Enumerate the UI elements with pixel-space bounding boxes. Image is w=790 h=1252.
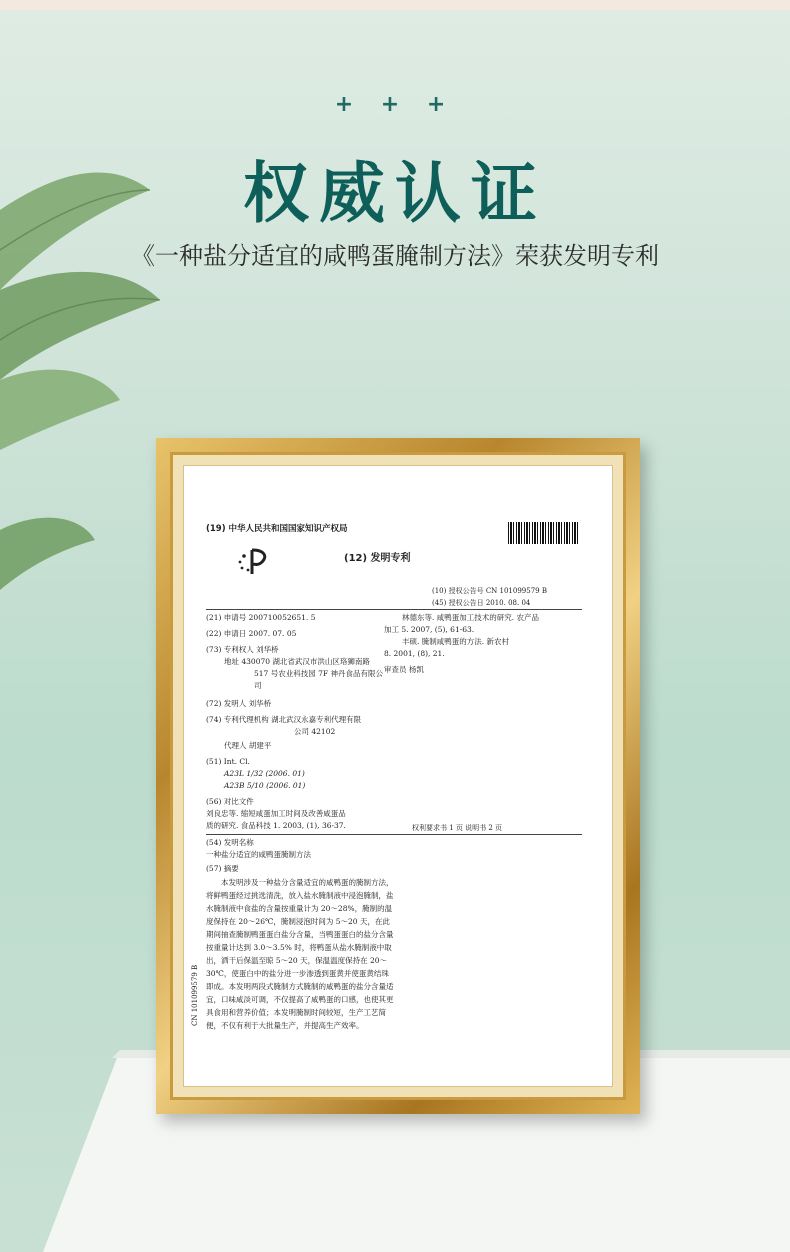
patent-office-emblem <box>236 546 276 576</box>
application-number: (21) 申请号 200710052651. 5 <box>206 613 316 622</box>
divider-middle <box>206 834 582 835</box>
patent-document <box>183 465 613 1087</box>
address-line2: 517 号农业科技园 7F 神丹食品有限公 <box>254 669 383 678</box>
agency-line2: 公司 42102 <box>294 727 336 736</box>
reference-line2: 质的研究. 食品科技 1. 2003, (1), 36-37. <box>206 821 346 830</box>
right-reference-line1: 林德东等. 咸鸭蛋加工技术的研究. 农产品 <box>402 613 540 622</box>
right-reference-line4: 8. 2001, (8), 21. <box>384 649 445 658</box>
publication-date: (45) 授权公告日 2010. 08. 04 <box>432 599 531 607</box>
top-band <box>0 0 790 10</box>
frame-mat <box>170 452 626 1100</box>
abstract-title: (57) 摘要 <box>206 864 239 873</box>
right-reference-line2: 加工 5. 2007, (5), 61-63. <box>384 625 475 634</box>
intcl-title: (51) Int. Cl. <box>206 757 250 766</box>
page-subtitle: 《一种盐分适宜的咸鸭蛋腌制方法》荣获发明专利 <box>131 242 659 270</box>
page-title: 权威认证 <box>243 155 547 232</box>
examiner: 审查员 杨凯 <box>384 665 424 674</box>
address-line3: 司 <box>254 681 262 690</box>
page-count: 权利要求书 1 页 说明书 2 页 <box>412 824 503 832</box>
authority-line: (19) 中华人民共和国国家知识产权局 <box>206 524 348 534</box>
publication-number: (10) 授权公告号 CN 101099579 B <box>432 587 547 595</box>
inventor: (72) 发明人 刘华桥 <box>206 699 272 708</box>
invention-name-title: (54) 发明名称 <box>206 838 254 847</box>
classification-2: A23B 5/10 (2006. 01) <box>224 781 306 790</box>
right-reference-line3: 丰硕. 腌制咸鸭蛋的方法. 新农村 <box>402 637 510 646</box>
invention-name: 一种盐分适宜的咸鸭蛋腌制方法 <box>206 850 311 859</box>
reference-line1: 刘良忠等. 缩短咸蛋加工时间及改善咸蛋品 <box>206 809 346 818</box>
barcode <box>508 522 578 544</box>
document-type: (12) 发明专利 <box>344 553 411 564</box>
divider-top <box>206 609 582 610</box>
address-line1: 地址 430070 湖北省武汉市洪山区珞狮南路 <box>224 657 370 666</box>
agent: 代理人 胡建平 <box>224 741 272 750</box>
plus-ornament: + + + <box>334 92 456 117</box>
patentee: (73) 专利权人 刘华桥 <box>206 645 279 654</box>
gold-picture-frame <box>156 438 640 1114</box>
classification-1: A23L 1/32 (2006. 01) <box>224 769 305 778</box>
application-date: (22) 申请日 2007. 07. 05 <box>206 629 297 638</box>
side-document-number: CN 101099579 B <box>191 964 199 1026</box>
agency-line1: (74) 专利代理机构 湖北武汉永嘉专利代理有限 <box>206 715 362 724</box>
references-title: (56) 对比文件 <box>206 797 254 806</box>
abstract-text: 本发明涉及一种盐分含量适宜的咸鸭蛋的腌制方法，将鲜鸭蛋经过挑选清洗，放入盐水腌制液中浸泡腌制，盐水腌制液中食盐的含量按重量计为 20～28%，腌制的温度保持在 20～26℃，腌制浸泡时间为 5～20 天，在此期间抽查腌制鸭蛋蛋白盐分含量，当鸭蛋蛋白的盐分含量按重量计达到 3.0～3.5% 时，将鸭蛋从盐水腌制液中取出，洒干后保温至晾 5～20 天，保温温度保持在 20～30℃，使蛋白中的盐分进一步渗透到蛋黄并使蛋黄结珠即成。本发明两段式腌制方式腌制的咸鸭蛋的盐分含量适宜，口味咸淡可调，不仅提高了咸鸭蛋的口感，也使其更具食用和营养价值；本发明腌制时间较短，生产工艺简便，不仅有利于大批量生产，并提高生产效率。 <box>206 878 394 1030</box>
